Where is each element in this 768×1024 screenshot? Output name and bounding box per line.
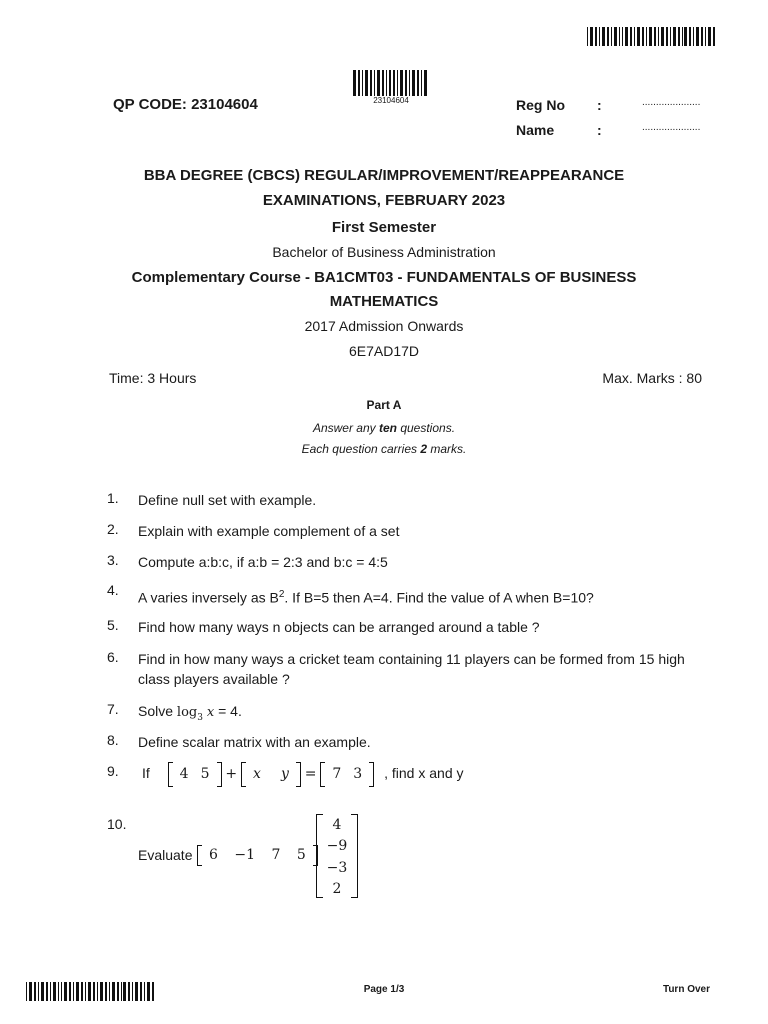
barcode-bar xyxy=(412,70,415,96)
question-number: 7. xyxy=(107,701,119,717)
q6-line1: Find in how many ways a cricket team containing 11 players can be formed from 15 high xyxy=(138,651,685,667)
name-colon: : xyxy=(597,122,602,138)
barcode-bar xyxy=(634,27,635,46)
barcode-bar xyxy=(595,27,597,46)
reg-no-label: Reg No xyxy=(516,97,565,113)
instruction-marks-count: 2 xyxy=(420,442,428,456)
exam-title-line1: BBA DEGREE (CBCS) REGULAR/IMPROVEMENT/REAPPEARANCE xyxy=(143,167,625,184)
qp-barcode xyxy=(353,70,429,96)
page-number: Page 1/3 xyxy=(363,984,405,995)
matrix-entry: y xyxy=(280,766,289,782)
question-number: 9. xyxy=(107,763,119,779)
barcode-bar xyxy=(705,27,706,46)
q9-matrix-b xyxy=(241,764,301,784)
barcode-bar xyxy=(382,70,384,96)
barcode-bar xyxy=(607,27,609,46)
question-text: Define scalar matrix with an example. xyxy=(138,734,371,750)
matrix-entry: 4 xyxy=(332,817,342,833)
barcode-bar xyxy=(417,70,419,96)
name-field[interactable]: ..................... xyxy=(642,122,701,133)
barcode-bar xyxy=(421,70,422,96)
reg-no-colon: : xyxy=(597,97,602,113)
instruction-answer-count: ten xyxy=(378,421,397,435)
matrix-entry: x xyxy=(253,766,261,782)
q7-log-base: 3 xyxy=(197,712,203,723)
semester: First Semester xyxy=(331,219,437,236)
max-marks: Max. Marks : 80 xyxy=(602,370,702,386)
barcode-bar xyxy=(701,27,703,46)
instruction-answer-post: questions. xyxy=(396,421,456,435)
barcode-bar xyxy=(649,27,652,46)
instruction-marks-post: marks. xyxy=(427,442,467,456)
part-title: Part A xyxy=(366,398,402,412)
course-title-line2: MATHEMATICS xyxy=(329,293,439,310)
barcode-bar xyxy=(614,27,617,46)
matrix-entry: 7 xyxy=(332,766,342,782)
barcode-bar xyxy=(599,27,600,46)
matrix-entry: −3 xyxy=(326,860,348,876)
name-label: Name xyxy=(516,122,555,138)
barcode-bar xyxy=(374,70,375,96)
q4-post: . If B=5 then A=4. Find the value of A when B=10? xyxy=(284,589,594,606)
reg-no-field[interactable]: ..................... xyxy=(642,97,701,108)
top-right-barcode xyxy=(587,27,717,46)
barcode-bar xyxy=(646,27,647,46)
barcode-bar xyxy=(353,70,356,96)
time-allowed: Time: 3 Hours xyxy=(109,370,197,386)
q9-plus: + xyxy=(225,766,238,782)
question-number: 2. xyxy=(107,521,119,537)
barcode-bar xyxy=(362,70,363,96)
matrix-entry: −9 xyxy=(326,838,348,854)
barcode-bar xyxy=(658,27,659,46)
question-text: Define null set with example. xyxy=(138,492,317,508)
barcode-bar xyxy=(661,27,664,46)
barcode-bar xyxy=(602,27,605,46)
matrix-entry: 5 xyxy=(296,847,306,863)
matrix-entry: 7 xyxy=(271,847,281,863)
question-text xyxy=(138,701,718,728)
instruction-marks-pre: Each question carries xyxy=(301,442,421,456)
barcode-bar xyxy=(611,27,612,46)
paper-code: 6E7AD17D xyxy=(348,343,420,359)
barcode-bar xyxy=(424,70,427,96)
question-text xyxy=(142,763,722,784)
barcode-bar xyxy=(630,27,632,46)
matrix-entry: 6 xyxy=(209,847,218,863)
question-text: Find how many ways n objects can be arranged around a table ? xyxy=(138,619,540,635)
instruction-answer xyxy=(0,421,768,435)
question-number: 3. xyxy=(107,552,119,568)
question-number: 1. xyxy=(107,490,119,506)
matrix-entry: −1 xyxy=(234,847,256,863)
barcode-bar xyxy=(400,70,403,96)
q9-post: , find x and y xyxy=(384,765,464,781)
barcode-bar xyxy=(642,27,644,46)
barcode-bar xyxy=(386,70,387,96)
q7-pre: Solve xyxy=(138,703,177,719)
barcode-bar xyxy=(389,70,392,96)
question-text: Compute a:b:c, if a:b = 2:3 and b:c = 4:5 xyxy=(138,554,388,570)
q4-exponent: 2 xyxy=(278,589,285,600)
question-text xyxy=(138,585,718,608)
matrix-entry: 2 xyxy=(332,881,342,897)
row-matrix xyxy=(197,847,318,863)
barcode-bar xyxy=(637,27,640,46)
barcode-bar xyxy=(666,27,668,46)
exam-title-line2: EXAMINATIONS, FEBRUARY 2023 xyxy=(262,192,506,209)
q4-pre: A varies inversely as B xyxy=(138,589,279,606)
barcode-bar xyxy=(696,27,699,46)
admission: 2017 Admission Onwards xyxy=(304,318,464,334)
barcode-bar xyxy=(708,27,711,46)
question-number: 5. xyxy=(107,617,119,633)
q10-evaluate: Evaluate xyxy=(138,847,193,863)
q9-equals: = xyxy=(304,766,317,782)
q7-post: = 4. xyxy=(214,703,242,719)
barcode-bar xyxy=(365,70,368,96)
q7-log: log xyxy=(176,705,198,720)
barcode-bar xyxy=(689,27,691,46)
barcode-bar xyxy=(377,70,380,96)
barcode-bar xyxy=(622,27,623,46)
barcode-bar xyxy=(678,27,680,46)
barcode-bar xyxy=(393,70,395,96)
barcode-bar xyxy=(673,27,676,46)
barcode-bar xyxy=(654,27,656,46)
barcode-bar xyxy=(370,70,372,96)
instruction-answer-pre: Answer any xyxy=(312,421,379,435)
q10-row-matrix xyxy=(197,846,318,864)
q9-matrix-c xyxy=(320,764,374,784)
q10-column-matrix xyxy=(316,814,358,898)
matrix-entry: 5 xyxy=(200,766,210,782)
question-text: Explain with example complement of a set xyxy=(138,523,400,539)
barcode-bar xyxy=(670,27,671,46)
barcode-bar xyxy=(397,70,398,96)
qp-barcode-number: 23104604 xyxy=(373,96,409,105)
barcode-bar xyxy=(713,27,715,46)
matrix-entry: 4 xyxy=(179,766,189,782)
q9-matrix-a xyxy=(168,764,222,784)
question-number: 6. xyxy=(107,649,119,665)
q6-line2: class players available ? xyxy=(138,671,290,687)
turn-over: Turn Over xyxy=(662,984,710,995)
instruction-marks xyxy=(0,442,768,456)
barcode-bar xyxy=(409,70,410,96)
barcode-bar xyxy=(682,27,683,46)
question-number: 4. xyxy=(107,582,119,598)
barcode-bar xyxy=(590,27,593,46)
qp-code: QP CODE: 23104604 xyxy=(113,96,258,113)
question-number: 8. xyxy=(107,732,119,748)
matrix-entry: 3 xyxy=(353,766,363,782)
barcode-bar xyxy=(405,70,407,96)
question-text xyxy=(138,649,718,689)
barcode-bar xyxy=(693,27,694,46)
barcode-bar xyxy=(684,27,687,46)
question-number: 10. xyxy=(107,816,127,832)
barcode-bar xyxy=(587,27,588,46)
q7-variable: x xyxy=(206,705,215,720)
barcode-bar xyxy=(358,70,360,96)
q9-if: If xyxy=(142,765,150,781)
programme: Bachelor of Business Administration xyxy=(272,244,496,260)
barcode-bar xyxy=(619,27,621,46)
barcode-bar xyxy=(625,27,628,46)
course-title-line1: Complementary Course - BA1CMT03 - FUNDAMENTALS OF BUSINESS xyxy=(131,269,637,286)
